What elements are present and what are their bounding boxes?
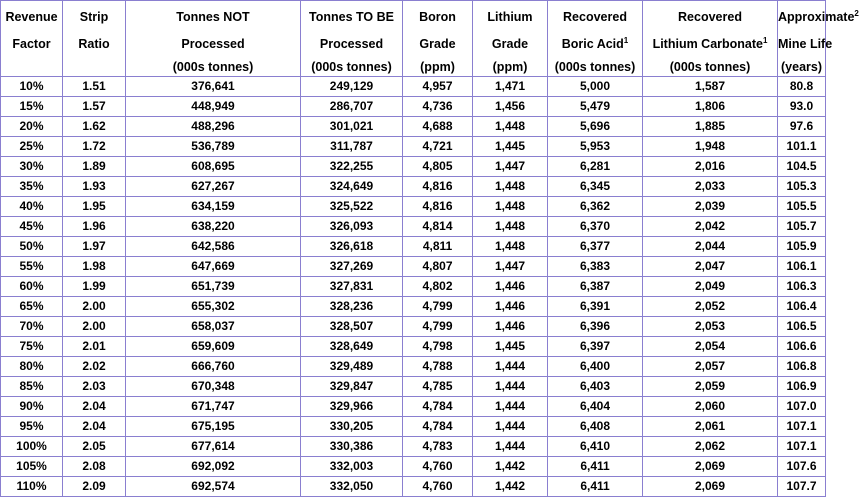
table-row [0, 197, 826, 217]
cell-recovered-lithium-carbonate: 2,033 [643, 177, 778, 197]
header-line: Boric Acid$^1$ [561, 36, 629, 51]
cell-approximate-mine-life: 105.7 [778, 217, 826, 237]
header-line: (000s tonnes) [172, 60, 254, 74]
cell-approximate-mine-life: 93.0 [778, 97, 826, 117]
cell-recovered-lithium-carbonate: 1,587 [643, 77, 778, 97]
cell-tonnes-not-processed: 638,220 [126, 217, 301, 237]
header-line: Approximate$^2$ [778, 9, 859, 24]
header-line: Recovered [678, 10, 742, 24]
cell-approximate-mine-life: 97.6 [778, 117, 826, 137]
cell-approximate-mine-life: 107.6 [778, 457, 826, 477]
header-tonnes-to-be-processed [301, 0, 403, 77]
cell-approximate-mine-life: 107.1 [778, 437, 826, 457]
cell-boron-grade: 4,760 [403, 457, 473, 477]
cell-recovered-lithium-carbonate: 2,039 [643, 197, 778, 217]
cell-tonnes-not-processed: 608,695 [126, 157, 301, 177]
cell-tonnes-not-processed: 488,296 [126, 117, 301, 137]
cell-tonnes-to-be-processed: 325,522 [301, 197, 403, 217]
cell-recovered-lithium-carbonate: 2,057 [643, 357, 778, 377]
cell-tonnes-to-be-processed: 328,236 [301, 297, 403, 317]
cell-lithium-grade: 1,447 [473, 257, 548, 277]
cell-approximate-mine-life: 106.1 [778, 257, 826, 277]
cell-boron-grade: 4,807 [403, 257, 473, 277]
cell-revenue-factor: 80% [0, 357, 63, 377]
cell-tonnes-to-be-processed: 332,003 [301, 457, 403, 477]
cell-tonnes-not-processed: 659,609 [126, 337, 301, 357]
table-row [0, 277, 826, 297]
cell-revenue-factor: 10% [0, 77, 63, 97]
cell-tonnes-not-processed: 692,574 [126, 477, 301, 497]
cell-lithium-grade: 1,446 [473, 317, 548, 337]
cell-tonnes-to-be-processed: 311,787 [301, 137, 403, 157]
header-recovered-lithium-carbonate [643, 0, 778, 77]
cell-revenue-factor: 30% [0, 157, 63, 177]
table-row [0, 297, 826, 317]
cell-strip-ratio: 2.08 [63, 457, 126, 477]
cell-lithium-grade: 1,444 [473, 417, 548, 437]
cell-revenue-factor: 40% [0, 197, 63, 217]
cell-recovered-boric-acid: 6,377 [548, 237, 643, 257]
cell-lithium-grade: 1,448 [473, 117, 548, 137]
header-line: Tonnes TO BE [309, 10, 394, 24]
cell-recovered-lithium-carbonate: 2,016 [643, 157, 778, 177]
cell-tonnes-to-be-processed: 327,269 [301, 257, 403, 277]
table-row [0, 477, 826, 497]
table-row [0, 217, 826, 237]
cell-recovered-boric-acid: 6,403 [548, 377, 643, 397]
cell-recovered-lithium-carbonate: 2,069 [643, 457, 778, 477]
cell-tonnes-to-be-processed: 329,847 [301, 377, 403, 397]
table-row [0, 237, 826, 257]
cell-recovered-lithium-carbonate: 2,047 [643, 257, 778, 277]
cell-strip-ratio: 2.04 [63, 417, 126, 437]
cell-boron-grade: 4,760 [403, 477, 473, 497]
cell-recovered-boric-acid: 6,281 [548, 157, 643, 177]
cell-recovered-boric-acid: 6,404 [548, 397, 643, 417]
cell-strip-ratio: 1.93 [63, 177, 126, 197]
cell-lithium-grade: 1,446 [473, 277, 548, 297]
cell-recovered-lithium-carbonate: 2,052 [643, 297, 778, 317]
cell-tonnes-not-processed: 677,614 [126, 437, 301, 457]
cell-approximate-mine-life: 106.4 [778, 297, 826, 317]
cell-strip-ratio: 1.57 [63, 97, 126, 117]
cell-tonnes-not-processed: 376,641 [126, 77, 301, 97]
cell-tonnes-not-processed: 634,159 [126, 197, 301, 217]
cell-revenue-factor: 105% [0, 457, 63, 477]
cell-boron-grade: 4,688 [403, 117, 473, 137]
cell-lithium-grade: 1,471 [473, 77, 548, 97]
cell-strip-ratio: 1.99 [63, 277, 126, 297]
header-line: (years) [781, 60, 822, 74]
cell-strip-ratio: 2.01 [63, 337, 126, 357]
cell-boron-grade: 4,784 [403, 397, 473, 417]
cell-recovered-boric-acid: 6,345 [548, 177, 643, 197]
cell-recovered-lithium-carbonate: 1,806 [643, 97, 778, 117]
cell-tonnes-not-processed: 651,739 [126, 277, 301, 297]
table-row [0, 437, 826, 457]
cell-tonnes-to-be-processed: 330,205 [301, 417, 403, 437]
cell-approximate-mine-life: 106.6 [778, 337, 826, 357]
cell-boron-grade: 4,783 [403, 437, 473, 457]
cell-recovered-boric-acid: 6,362 [548, 197, 643, 217]
cell-strip-ratio: 2.09 [63, 477, 126, 497]
cell-recovered-lithium-carbonate: 1,948 [643, 137, 778, 157]
table-row [0, 117, 826, 137]
header-line: Processed [319, 37, 384, 51]
cell-approximate-mine-life: 106.9 [778, 377, 826, 397]
cell-revenue-factor: 20% [0, 117, 63, 137]
cell-boron-grade: 4,785 [403, 377, 473, 397]
cell-recovered-boric-acid: 6,387 [548, 277, 643, 297]
cell-tonnes-not-processed: 675,195 [126, 417, 301, 437]
cell-tonnes-not-processed: 666,760 [126, 357, 301, 377]
header-line: (000s tonnes) [311, 60, 392, 74]
cell-tonnes-to-be-processed: 328,507 [301, 317, 403, 337]
cell-recovered-boric-acid: 5,479 [548, 97, 643, 117]
cell-approximate-mine-life: 107.1 [778, 417, 826, 437]
cell-tonnes-to-be-processed: 301,021 [301, 117, 403, 137]
cell-tonnes-to-be-processed: 324,649 [301, 177, 403, 197]
header-lithium-grade [473, 0, 548, 77]
cell-lithium-grade: 1,448 [473, 237, 548, 257]
cell-lithium-grade: 1,445 [473, 337, 548, 357]
cell-strip-ratio: 1.89 [63, 157, 126, 177]
cell-boron-grade: 4,721 [403, 137, 473, 157]
cell-tonnes-to-be-processed: 286,707 [301, 97, 403, 117]
cell-revenue-factor: 85% [0, 377, 63, 397]
cell-revenue-factor: 60% [0, 277, 63, 297]
cell-strip-ratio: 2.05 [63, 437, 126, 457]
cell-recovered-boric-acid: 5,953 [548, 137, 643, 157]
cell-recovered-boric-acid: 6,400 [548, 357, 643, 377]
cell-strip-ratio: 1.97 [63, 237, 126, 257]
cell-revenue-factor: 90% [0, 397, 63, 417]
header-strip-ratio [63, 0, 126, 77]
cell-revenue-factor: 70% [0, 317, 63, 337]
cell-approximate-mine-life: 106.3 [778, 277, 826, 297]
cell-tonnes-not-processed: 448,949 [126, 97, 301, 117]
cell-recovered-lithium-carbonate: 2,059 [643, 377, 778, 397]
cell-recovered-lithium-carbonate: 2,060 [643, 397, 778, 417]
cell-boron-grade: 4,736 [403, 97, 473, 117]
cell-boron-grade: 4,816 [403, 177, 473, 197]
cell-tonnes-to-be-processed: 249,129 [301, 77, 403, 97]
header-line: Ratio [78, 37, 110, 51]
cell-recovered-lithium-carbonate: 2,044 [643, 237, 778, 257]
cell-tonnes-to-be-processed: 327,831 [301, 277, 403, 297]
cell-tonnes-to-be-processed: 329,489 [301, 357, 403, 377]
cell-strip-ratio: 1.98 [63, 257, 126, 277]
cell-strip-ratio: 2.03 [63, 377, 126, 397]
cell-tonnes-not-processed: 655,302 [126, 297, 301, 317]
cell-lithium-grade: 1,448 [473, 177, 548, 197]
header-recovered-boric-acid [548, 0, 643, 77]
table-row [0, 77, 826, 97]
cell-boron-grade: 4,957 [403, 77, 473, 97]
cell-recovered-boric-acid: 6,410 [548, 437, 643, 457]
cell-approximate-mine-life: 105.5 [778, 197, 826, 217]
cell-tonnes-not-processed: 671,747 [126, 397, 301, 417]
cell-recovered-lithium-carbonate: 2,061 [643, 417, 778, 437]
cell-recovered-boric-acid: 5,696 [548, 117, 643, 137]
cell-lithium-grade: 1,448 [473, 217, 548, 237]
table-row [0, 457, 826, 477]
cell-tonnes-to-be-processed: 326,618 [301, 237, 403, 257]
cell-recovered-boric-acid: 6,383 [548, 257, 643, 277]
header-line: Strip [79, 10, 109, 24]
header-line: Processed [181, 37, 245, 51]
cell-boron-grade: 4,805 [403, 157, 473, 177]
cell-approximate-mine-life: 80.8 [778, 77, 826, 97]
cell-strip-ratio: 1.72 [63, 137, 126, 157]
cell-lithium-grade: 1,444 [473, 377, 548, 397]
cell-recovered-lithium-carbonate: 2,062 [643, 437, 778, 457]
cell-tonnes-to-be-processed: 326,093 [301, 217, 403, 237]
cell-strip-ratio: 1.62 [63, 117, 126, 137]
cell-boron-grade: 4,811 [403, 237, 473, 257]
cell-revenue-factor: 55% [0, 257, 63, 277]
header-line: (000s tonnes) [669, 60, 751, 74]
footnote-marker: 2 [854, 9, 859, 18]
cell-boron-grade: 4,784 [403, 417, 473, 437]
cell-revenue-factor: 65% [0, 297, 63, 317]
header-line: Tonnes NOT [176, 10, 250, 24]
table-row [0, 317, 826, 337]
cell-boron-grade: 4,799 [403, 317, 473, 337]
cell-boron-grade: 4,798 [403, 337, 473, 357]
table-row [0, 257, 826, 277]
cell-recovered-boric-acid: 5,000 [548, 77, 643, 97]
footnote-marker: 1 [623, 36, 629, 45]
cell-tonnes-not-processed: 658,037 [126, 317, 301, 337]
cell-boron-grade: 4,788 [403, 357, 473, 377]
cell-strip-ratio: 2.04 [63, 397, 126, 417]
cell-boron-grade: 4,799 [403, 297, 473, 317]
cell-tonnes-to-be-processed: 330,386 [301, 437, 403, 457]
header-line: Lithium Carbonate$^1$ [652, 36, 768, 51]
header-line: (ppm) [492, 60, 528, 74]
header-line: Factor [12, 37, 51, 51]
cell-recovered-lithium-carbonate: 2,069 [643, 477, 778, 497]
header-line: Recovered [563, 10, 627, 24]
cell-lithium-grade: 1,448 [473, 197, 548, 217]
header-tonnes-not-processed [126, 0, 301, 77]
cell-boron-grade: 4,802 [403, 277, 473, 297]
cell-revenue-factor: 15% [0, 97, 63, 117]
header-line: (000s tonnes) [554, 60, 636, 74]
table-row [0, 417, 826, 437]
cell-strip-ratio: 2.00 [63, 297, 126, 317]
cell-revenue-factor: 75% [0, 337, 63, 357]
cell-lithium-grade: 1,442 [473, 477, 548, 497]
header-line: (ppm) [420, 60, 455, 74]
cell-approximate-mine-life: 106.8 [778, 357, 826, 377]
cell-revenue-factor: 95% [0, 417, 63, 437]
table-row [0, 357, 826, 377]
cell-tonnes-to-be-processed: 329,966 [301, 397, 403, 417]
table-header-row [0, 0, 826, 77]
header-boron-grade [403, 0, 473, 77]
header-line: Mine Life [778, 37, 833, 51]
cell-revenue-factor: 45% [0, 217, 63, 237]
cell-tonnes-not-processed: 692,092 [126, 457, 301, 477]
cell-tonnes-not-processed: 642,586 [126, 237, 301, 257]
header-line: Grade [419, 37, 456, 51]
header-revenue-factor [0, 0, 63, 77]
cell-approximate-mine-life: 105.9 [778, 237, 826, 257]
table-row [0, 397, 826, 417]
cell-strip-ratio: 2.00 [63, 317, 126, 337]
cell-revenue-factor: 100% [0, 437, 63, 457]
cell-lithium-grade: 1,444 [473, 437, 548, 457]
cell-tonnes-not-processed: 627,267 [126, 177, 301, 197]
cell-boron-grade: 4,814 [403, 217, 473, 237]
cell-approximate-mine-life: 107.0 [778, 397, 826, 417]
cell-approximate-mine-life: 107.7 [778, 477, 826, 497]
cell-lithium-grade: 1,444 [473, 397, 548, 417]
header-line: Revenue [5, 10, 58, 24]
cell-recovered-lithium-carbonate: 2,054 [643, 337, 778, 357]
cell-boron-grade: 4,816 [403, 197, 473, 217]
cell-revenue-factor: 50% [0, 237, 63, 257]
table-row [0, 337, 826, 357]
header-line: Grade [491, 37, 529, 51]
cell-lithium-grade: 1,456 [473, 97, 548, 117]
table-row [0, 177, 826, 197]
cell-recovered-lithium-carbonate: 2,053 [643, 317, 778, 337]
header-line: Boron [419, 10, 456, 24]
cell-revenue-factor: 25% [0, 137, 63, 157]
cell-revenue-factor: 35% [0, 177, 63, 197]
header-approximate-mine-life [778, 0, 859, 77]
cell-recovered-lithium-carbonate: 2,042 [643, 217, 778, 237]
cell-recovered-lithium-carbonate: 2,049 [643, 277, 778, 297]
cell-recovered-boric-acid: 6,411 [548, 477, 643, 497]
cell-lithium-grade: 1,445 [473, 137, 548, 157]
cell-recovered-boric-acid: 6,408 [548, 417, 643, 437]
cell-recovered-boric-acid: 6,411 [548, 457, 643, 477]
cell-lithium-grade: 1,442 [473, 457, 548, 477]
cell-approximate-mine-life: 104.5 [778, 157, 826, 177]
cell-revenue-factor: 110% [0, 477, 63, 497]
cell-approximate-mine-life: 101.1 [778, 137, 826, 157]
table-row [0, 137, 826, 157]
footnote-marker: 1 [762, 36, 768, 45]
cell-recovered-boric-acid: 6,391 [548, 297, 643, 317]
cell-lithium-grade: 1,446 [473, 297, 548, 317]
cell-approximate-mine-life: 105.3 [778, 177, 826, 197]
table-row [0, 377, 826, 397]
cell-strip-ratio: 2.02 [63, 357, 126, 377]
cell-tonnes-to-be-processed: 332,050 [301, 477, 403, 497]
table-body [0, 77, 826, 497]
cell-strip-ratio: 1.96 [63, 217, 126, 237]
cell-recovered-boric-acid: 6,396 [548, 317, 643, 337]
cell-approximate-mine-life: 106.5 [778, 317, 826, 337]
cell-recovered-boric-acid: 6,397 [548, 337, 643, 357]
cell-tonnes-to-be-processed: 322,255 [301, 157, 403, 177]
cell-tonnes-not-processed: 536,789 [126, 137, 301, 157]
cell-tonnes-not-processed: 670,348 [126, 377, 301, 397]
cell-lithium-grade: 1,444 [473, 357, 548, 377]
cell-tonnes-not-processed: 647,669 [126, 257, 301, 277]
cell-tonnes-to-be-processed: 328,649 [301, 337, 403, 357]
cell-strip-ratio: 1.95 [63, 197, 126, 217]
cell-strip-ratio: 1.51 [63, 77, 126, 97]
cell-recovered-boric-acid: 6,370 [548, 217, 643, 237]
header-line: Lithium [487, 10, 533, 24]
cell-lithium-grade: 1,447 [473, 157, 548, 177]
table-row [0, 97, 826, 117]
table-row [0, 157, 826, 177]
cell-recovered-lithium-carbonate: 1,885 [643, 117, 778, 137]
